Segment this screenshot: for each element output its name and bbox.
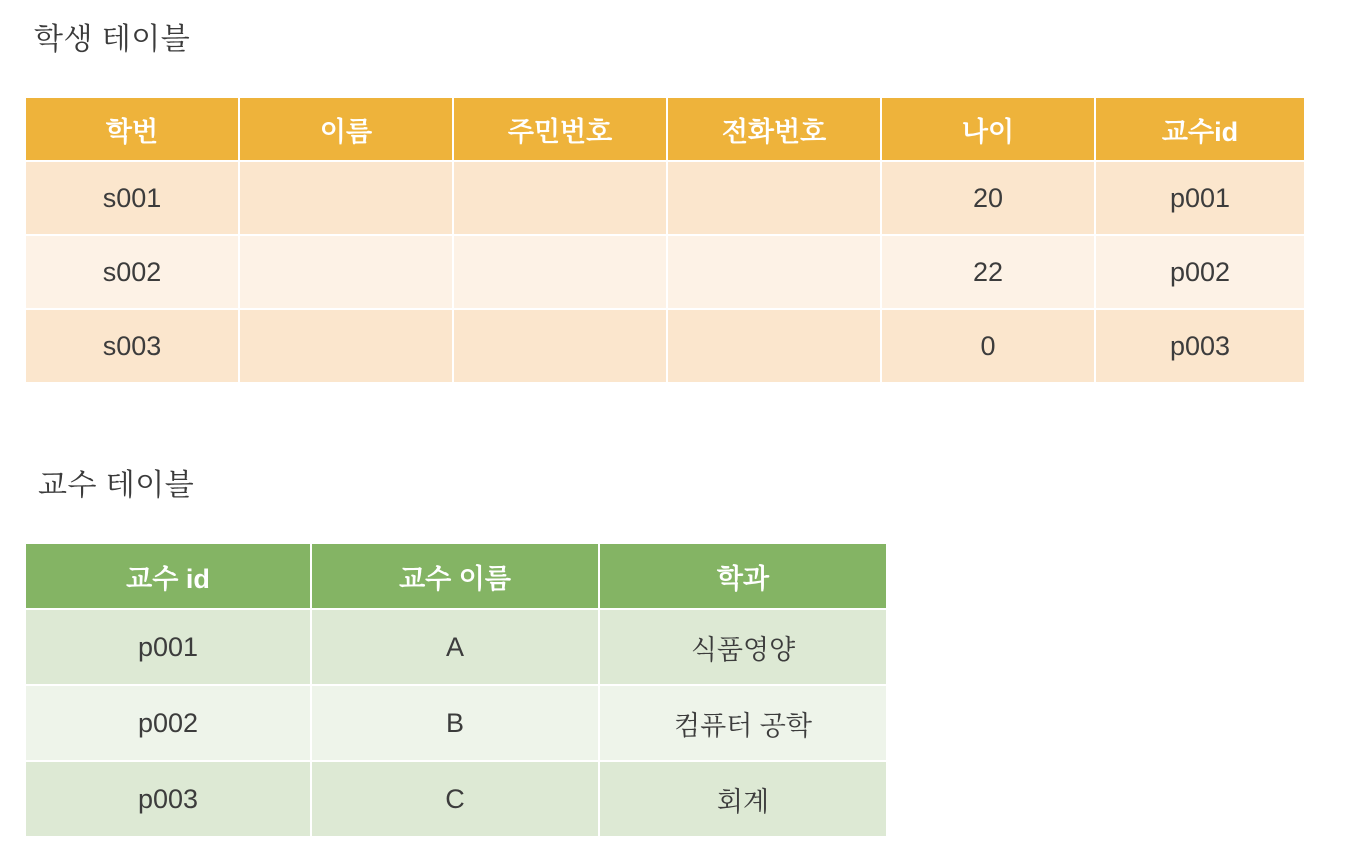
table-row (25, 609, 887, 685)
table-cell (239, 235, 453, 309)
table-cell: p002 (1095, 235, 1305, 309)
professor-table (24, 542, 888, 838)
table-cell: s002 (25, 235, 239, 309)
student-column-header: 전화번호 (667, 97, 881, 161)
table-cell: 회계 (599, 761, 887, 837)
table-cell (667, 235, 881, 309)
professor-column-header: 학과 (599, 543, 887, 609)
table-cell: C (311, 761, 599, 837)
table-cell: 컴퓨터 공학 (599, 685, 887, 761)
table-cell: p003 (1095, 309, 1305, 383)
table-cell: A (311, 609, 599, 685)
table-row (25, 309, 1305, 383)
table-cell (453, 161, 667, 235)
table-cell: 식품영양 (599, 609, 887, 685)
student-column-header: 나이 (881, 97, 1095, 161)
table-cell: p003 (25, 761, 311, 837)
professor-column-header: 교수 id (25, 543, 311, 609)
table-cell (239, 161, 453, 235)
professor-column-header: 교수 이름 (311, 543, 599, 609)
table-cell: 22 (881, 235, 1095, 309)
student-table-header-row (25, 97, 1305, 161)
table-cell: 0 (881, 309, 1095, 383)
table-row (25, 761, 887, 837)
student-column-header: 주민번호 (453, 97, 667, 161)
professor-table-header-row (25, 543, 887, 609)
table-cell (239, 309, 453, 383)
table-cell: p002 (25, 685, 311, 761)
table-cell (453, 235, 667, 309)
table-row (25, 685, 887, 761)
student-table-title: 학생 테이블 (34, 23, 191, 56)
table-cell (453, 309, 667, 383)
student-column-header: 학번 (25, 97, 239, 161)
student-column-header: 이름 (239, 97, 453, 161)
student-table (24, 96, 1306, 384)
professor-table-title: 교수 테이블 (38, 469, 195, 502)
table-cell: B (311, 685, 599, 761)
table-cell (667, 161, 881, 235)
table-row (25, 161, 1305, 235)
table-cell: p001 (25, 609, 311, 685)
table-row (25, 235, 1305, 309)
table-cell (667, 309, 881, 383)
table-cell: s003 (25, 309, 239, 383)
table-cell: s001 (25, 161, 239, 235)
student-column-header: 교수id (1095, 97, 1305, 161)
table-cell: p001 (1095, 161, 1305, 235)
table-cell: 20 (881, 161, 1095, 235)
